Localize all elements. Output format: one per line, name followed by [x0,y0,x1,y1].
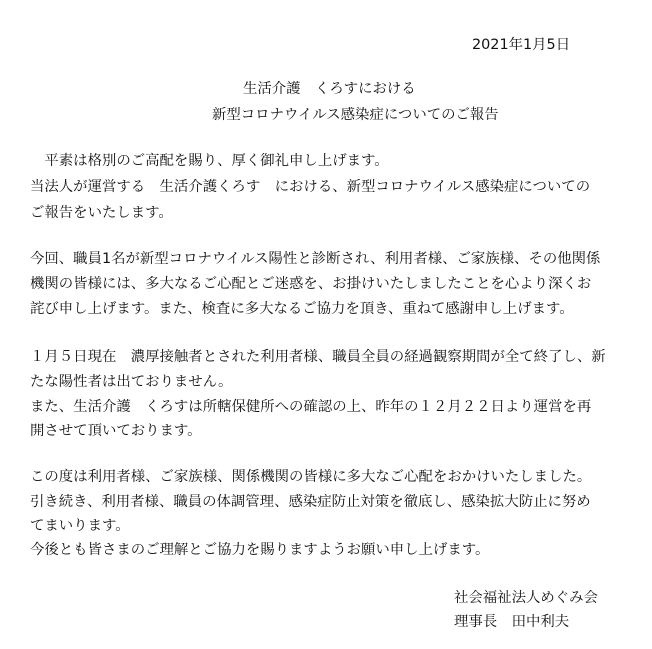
paragraph-1-line-1: 平素は格別のご高配を賜り、厚く御礼申し上げます。 [30,153,389,169]
paragraph-4-line-3: てまいります。 [30,518,130,534]
document-date: 2021年1月5日 [472,37,571,53]
paragraph-3-line-2: たな陽性者は出ておりません。 [30,374,233,390]
signature-organization: 社会福祉法人めぐみ会 [454,590,598,606]
paragraph-3-line-4: 開させて頂いております。 [30,423,202,439]
paragraph-4-line-4: 今後とも皆さまのご理解とご協力を賜りますようお願い申し上げます。 [30,542,490,558]
paragraph-3-line-1: １月５日現在 濃厚接触者とされた利用者様、職員全員の経過観察期間が全て終了し、新 [30,349,606,365]
paragraph-2-line-1: 今回、職員1名が新型コロナウイルス陽性と診断され、利用者様、ご家族様、その他関係 [30,251,601,267]
paragraph-1-line-3: ご報告をいたします。 [30,205,173,221]
paragraph-4-line-2: 引き続き、利用者様、職員の体調管理、感染症防止対策を徹底し、感染拡大防止に努め [30,494,591,510]
paragraph-4-line-1: この度は利用者様、ご家族様、関係機関の皆様に多大なご心配をおかけいたしました。 [30,469,592,485]
signature-representative: 理事長 田中利夫 [454,614,570,630]
title-line-1: 生活介護 くろすにおける [243,81,416,97]
paragraph-2-line-3: 詫び申し上げます。また、検査に多大なるご協力を頂き、重ねて感謝申し上げます。 [30,301,574,317]
paragraph-3-line-3: また、生活介護 くろすは所轄保健所への確認の上、昨年の１２月２２日より運営を再 [30,399,592,415]
title-line-2: 新型コロナウイルス感染症についてのご報告 [212,107,499,123]
paragraph-1-line-2: 当法人が運営する 生活介護くろす における、新型コロナウイルス感染症についての [30,179,591,195]
paragraph-2-line-2: 機関の皆様には、多大なるご心配とご迷惑を、お掛けいたしましたことを心より深くお [30,276,592,292]
